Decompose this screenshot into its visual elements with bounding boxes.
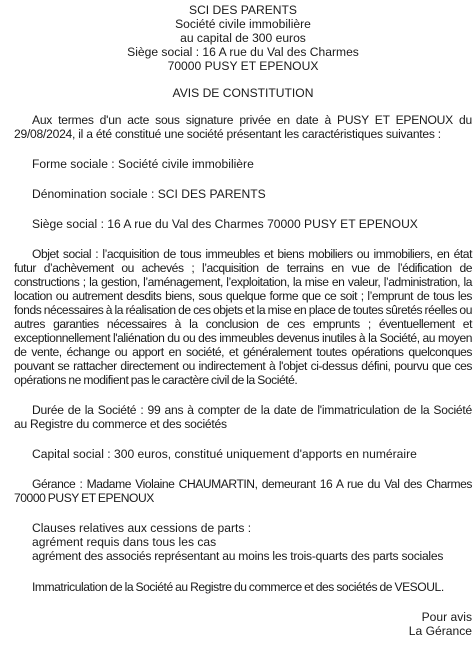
clauses-cessions [14, 521, 472, 563]
capital-social: Capital social : 300 euros, constitué uniquement d'apports en numéraire [32, 447, 417, 461]
siege-social: Siège social : 16 A rue du Val des Charmes 70000 PUSY ET EPENOUX [32, 217, 418, 231]
company-capital: au capital de 300 euros [180, 31, 306, 45]
gerance: Gérance : Madame Violaine CHAUMARTIN, demeurant 16 A rue du Val des Charmes 70000 PUSY ET EPENOUX [14, 477, 472, 505]
intro-paragraph: Aux termes d'un acte sous signature privée en date à PUSY ET EPENOUX du 29/08/2024, il a été constitué une société présentant les caractéristiques suivantes : [14, 113, 472, 141]
duree-societe: Durée de la Société : 99 ans à compter de la date de l'immatriculation de la Société au Registre du commerce et des sociétés [14, 403, 472, 431]
immatriculation: Immatriculation de la Société au Registre du commerce et des sociétés de VESOUL. [32, 580, 444, 594]
company-header [14, 3, 472, 73]
forme-sociale: Forme sociale : Société civile immobilière [32, 157, 254, 171]
signature-pour-avis: Pour avis [421, 610, 472, 624]
legal-notice [14, 3, 472, 638]
clauses-title: Clauses relatives aux cessions de parts : [32, 521, 252, 535]
clauses-line-2: agrément des associés représentant au moins les trois-quarts des parts sociales [32, 549, 444, 563]
signature-gerance: La Gérance [408, 624, 472, 638]
company-form: Société civile immobilière [175, 17, 311, 31]
notice-title: AVIS DE CONSTITUTION [172, 86, 314, 100]
denomination-sociale: Dénomination sociale : SCI DES PARENTS [32, 187, 266, 201]
company-address: Siège social : 16 A rue du Val des Charmes [127, 45, 359, 59]
signature-block [14, 610, 472, 638]
company-city: 70000 PUSY ET EPENOUX [167, 59, 319, 73]
clauses-line-1: agrément requis dans tous les cas [32, 535, 217, 549]
company-name: SCI DES PARENTS [189, 3, 297, 17]
objet-social: Objet social : l’acquisition de tous immeubles et biens mobiliers ou immobiliers, en état futur d’achèvement ou achevés ; l’acquisition de terrains en vue de l’édification de constructions ; la gestion, l’aménagement, l’exploitation, la mise en valeur, l’administration, la location ou autrement desdits biens, sous quelque forme que ce soit ; l’emprunt de tous les fonds nécessaires à la réalisation de ces objets et la mise en place de toutes sûretés réelles ou autres garanties nécessaires à la conclusion de ces emprunts ; éventuellement et exceptionnellement l'aliénation du ou des immeubles devenus inutiles à la Société, au moyen de vente, échange ou apport en société, et généralement toutes opérations quelconques pouvant se rattacher directement ou indirectement à l'objet ci-dessus défini, pourvu que ces opérations ne modifient pas le caractère civil de la Société. [14, 247, 472, 387]
